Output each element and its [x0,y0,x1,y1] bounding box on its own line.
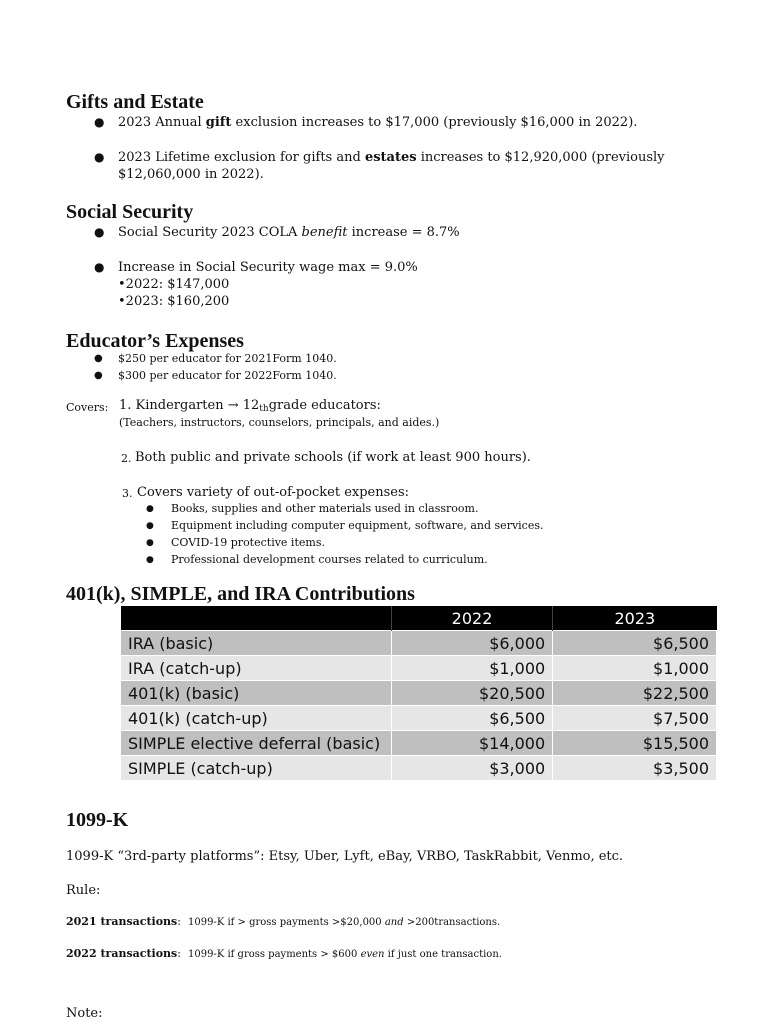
covers-item-2-number: 2. [121,452,132,465]
rule-2021: 2021 transactions: 1099-K if > gross payments >$20,000 and >200transactions. [66,915,501,928]
value-2023: $22,500 [553,681,717,706]
social-security-heading: Social Security [66,201,194,223]
covers-label: Covers: [66,401,109,414]
value-2022: $6,500 [391,706,552,731]
rule-2022: 2022 transactions: 1099-K if gross payments > $600 even if just one transaction. [66,947,502,960]
bullet-icon: ● [94,115,105,129]
contributions-heading: 401(k), SIMPLE, and IRA Contributions [66,583,415,605]
bullet-icon: ● [146,555,154,565]
rule-label: Rule: [66,883,101,898]
bullet-icon: ● [94,353,103,364]
bullet-icon: ● [94,370,103,381]
value-2023: $6,500 [553,631,717,656]
value-2022: $1,000 [391,656,552,681]
value-2022: $14,000 [391,731,552,756]
row-label: 401(k) (basic) [121,681,392,706]
table-row [121,631,717,656]
bullet-icon: ● [94,225,105,239]
contributions-table [120,606,717,781]
column-header [121,606,392,631]
row-label: SIMPLE (catch-up) [121,756,392,781]
row-label: IRA (basic) [121,631,392,656]
value-2023: $15,500 [553,731,717,756]
table-row [121,731,717,756]
form-1099k-heading: 1099-K [66,809,129,831]
value-2023: $1,000 [553,656,717,681]
column-header-2022: 2022 [391,606,552,631]
table-row [121,681,717,706]
row-label: IRA (catch-up) [121,656,392,681]
bullet-icon: ● [94,150,105,164]
value-2022: $20,500 [391,681,552,706]
bullet-icon: ● [146,521,154,531]
bullet-icon: ● [94,260,105,274]
table-header-row [121,606,717,631]
row-label: 401(k) (catch-up) [121,706,392,731]
value-2023: $7,500 [553,706,717,731]
bullet-icon: ● [146,538,154,548]
note-label: Note: [66,1006,103,1021]
covers-item-2: Both public and private schools (if work at least 900 hours). [135,450,531,465]
value-2022: $6,000 [391,631,552,656]
value-2022: $3,000 [391,756,552,781]
column-header-2023: 2023 [553,606,717,631]
bullet-icon: ● [146,504,154,514]
document-page: Gifts and Estate ● 2023 Annual gift exclusion increases to $17,000 (previously $16,000 in 2022). ● 2023 Lifetime exclusion for gifts and estates increases to $12,920,000 (previously $12,060,000 in 2022). Social Security ● Social Security 2023 COLA benefit increase = 8.7% ● Increase in Social Security wage max = 9.0% •2022: $147,000 •2023: $160,200 Educator’s Expenses ● $250 per educator for 2021Form 1040. ● $300 per educator for 2022Form 1040. Covers: 1. Kindergarten → 12thgrade educators: (Teachers, instructors, counselors, principals, and aides.) 2. Both public and private schools (if work at least 900 hours). 3. Covers variety of out-of-pocket expenses: ● Books, supplies and other materials used in classroom. ● Equipment including computer equipment, software, and services. ● COVID-19 protective items. ● Professional development courses related to curriculum. 401(k), SIMPLE, and IRA Contributions 2022 2023 IRA (basic) $6,000 $6,500 IRA (catch-up) $1,000 $1,000 401(k) (basic) $20,500 $22,500 401(k) (catch-up) $6,500 $7,500 SIMPLE elective deferral (basic) $14,000 $15,500 SIMPLE (catch-up) $3,000 $3,500 1099-K 1099-K “3rd-party platforms”: Etsy, Uber, Lyft, eBay, VRBO, TaskRabbit, Venmo, etc. Rule: 2021 transactions: 1099-K if > gross payments >$20,000 and >200transactions. 2022 transactions: 1099-K if gross payments > $600 even if just one transaction. Note: [0,0,768,1024]
covers-item-1-note: (Teachers, instructors, counselors, principals, and aides.) [119,416,440,429]
value-2023: $3,500 [553,756,717,781]
gifts-heading: Gifts and Estate [66,91,204,113]
table-row [121,756,717,781]
covers-item-3-number: 3. [122,487,133,500]
educator-heading: Educator’s Expenses [66,330,244,352]
table-row [121,706,717,731]
table-row [121,656,717,681]
covers-item-1: 1. Kindergarten → 12thgrade educators: [119,398,381,414]
platforms-text: 1099-K “3rd-party platforms”: Etsy, Uber, Lyft, eBay, VRBO, TaskRabbit, Venmo, etc. [66,849,624,864]
covers-item-3: Covers variety of out-of-pocket expenses: [137,485,410,500]
row-label: SIMPLE elective deferral (basic) [121,731,392,756]
